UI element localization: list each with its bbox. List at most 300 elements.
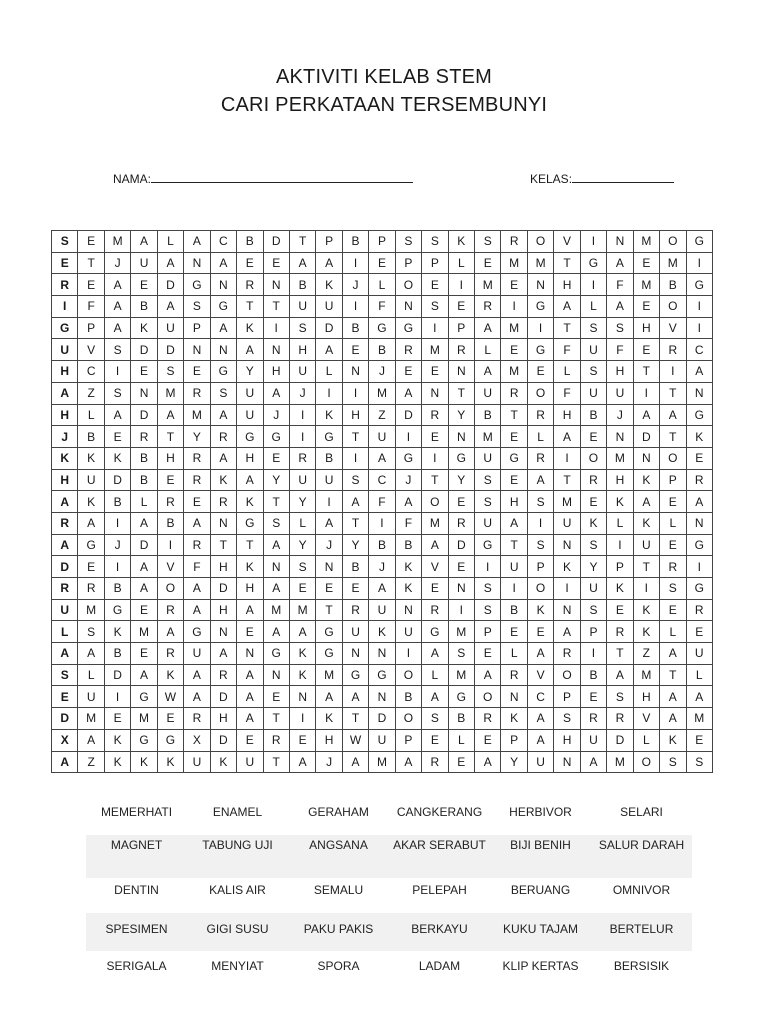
grid-cell[interactable]: I [633,382,659,404]
grid-cell[interactable]: R [210,426,236,448]
grid-cell[interactable]: W [157,686,183,708]
grid-cell[interactable]: U [131,252,157,274]
grid-cell[interactable]: A [263,578,289,600]
grid-cell[interactable]: U [237,751,263,773]
grid-cell[interactable]: A [52,382,78,404]
grid-cell[interactable]: E [633,252,659,274]
grid-cell[interactable]: R [580,469,606,491]
grid-cell[interactable]: B [342,231,368,253]
grid-cell[interactable]: E [580,686,606,708]
grid-cell[interactable]: E [501,426,527,448]
grid-cell[interactable]: N [554,599,580,621]
grid-cell[interactable]: U [607,382,633,404]
grid-cell[interactable]: M [660,252,686,274]
grid-cell[interactable]: E [448,296,474,318]
grid-cell[interactable]: B [316,447,342,469]
grid-cell[interactable]: A [104,296,130,318]
grid-cell[interactable]: M [131,621,157,643]
grid-cell[interactable]: M [501,252,527,274]
grid-cell[interactable]: L [78,664,104,686]
grid-cell[interactable]: O [422,491,448,513]
grid-cell[interactable]: S [580,599,606,621]
grid-cell[interactable]: K [210,469,236,491]
grid-cell[interactable]: A [131,231,157,253]
grid-cell[interactable]: U [475,447,501,469]
grid-cell[interactable]: P [395,252,421,274]
grid-cell[interactable]: B [475,404,501,426]
grid-cell[interactable]: E [52,252,78,274]
grid-cell[interactable]: I [501,578,527,600]
grid-cell[interactable]: E [501,621,527,643]
grid-cell[interactable]: U [184,643,210,665]
grid-cell[interactable]: I [395,426,421,448]
grid-cell[interactable]: I [686,556,713,578]
grid-cell[interactable]: A [104,317,130,339]
grid-cell[interactable]: G [686,578,713,600]
grid-cell[interactable]: A [78,643,104,665]
grid-cell[interactable]: K [633,469,659,491]
grid-cell[interactable]: A [607,664,633,686]
grid-cell[interactable]: G [184,274,210,296]
grid-cell[interactable]: E [263,447,289,469]
grid-cell[interactable]: A [580,751,606,773]
grid-cell[interactable]: V [554,231,580,253]
grid-cell[interactable]: G [210,361,236,383]
grid-cell[interactable]: A [237,686,263,708]
grid-cell[interactable]: T [237,296,263,318]
grid-cell[interactable]: U [369,729,395,751]
grid-cell[interactable]: P [422,252,448,274]
grid-cell[interactable]: M [422,339,448,361]
grid-cell[interactable]: G [448,686,474,708]
grid-cell[interactable]: E [527,621,553,643]
grid-cell[interactable]: E [686,729,713,751]
grid-cell[interactable]: I [554,447,580,469]
grid-cell[interactable]: R [660,556,686,578]
grid-cell[interactable]: F [78,296,104,318]
grid-cell[interactable]: M [554,491,580,513]
grid-cell[interactable]: R [475,708,501,730]
grid-cell[interactable]: A [475,664,501,686]
grid-cell[interactable]: A [184,231,210,253]
grid-cell[interactable]: C [210,231,236,253]
grid-cell[interactable]: E [633,296,659,318]
grid-cell[interactable]: S [210,382,236,404]
grid-cell[interactable]: N [633,447,659,469]
grid-cell[interactable]: T [501,534,527,556]
grid-cell[interactable]: D [210,578,236,600]
grid-cell[interactable]: U [52,599,78,621]
grid-cell[interactable]: A [263,534,289,556]
grid-cell[interactable]: K [289,664,315,686]
grid-cell[interactable]: T [448,382,474,404]
grid-cell[interactable]: G [369,317,395,339]
grid-cell[interactable]: A [422,534,448,556]
grid-cell[interactable]: K [633,621,659,643]
grid-cell[interactable]: B [369,534,395,556]
grid-cell[interactable]: R [78,578,104,600]
grid-cell[interactable]: E [263,252,289,274]
grid-cell[interactable]: S [422,231,448,253]
grid-cell[interactable]: N [263,556,289,578]
grid-cell[interactable]: P [78,317,104,339]
grid-cell[interactable]: U [157,317,183,339]
grid-cell[interactable]: R [342,599,368,621]
grid-cell[interactable]: A [395,751,421,773]
grid-cell[interactable]: R [184,534,210,556]
grid-cell[interactable]: F [184,556,210,578]
grid-cell[interactable]: E [131,274,157,296]
grid-cell[interactable]: N [131,382,157,404]
grid-cell[interactable]: E [78,231,104,253]
grid-cell[interactable]: G [316,643,342,665]
grid-cell[interactable]: E [422,274,448,296]
grid-cell[interactable]: R [52,274,78,296]
grid-cell[interactable]: N [686,382,713,404]
grid-cell[interactable]: R [607,621,633,643]
grid-cell[interactable]: T [263,708,289,730]
grid-cell[interactable]: H [289,339,315,361]
grid-cell[interactable]: K [448,231,474,253]
grid-cell[interactable]: I [369,512,395,534]
grid-cell[interactable]: M [131,708,157,730]
grid-cell[interactable]: V [633,708,659,730]
grid-cell[interactable]: U [184,751,210,773]
grid-cell[interactable]: I [263,317,289,339]
grid-cell[interactable]: R [422,751,448,773]
grid-cell[interactable]: R [660,339,686,361]
grid-cell[interactable]: A [237,339,263,361]
grid-cell[interactable]: K [157,664,183,686]
grid-cell[interactable]: O [660,231,686,253]
grid-cell[interactable]: N [554,534,580,556]
grid-cell[interactable]: N [395,599,421,621]
grid-cell[interactable]: B [237,231,263,253]
grid-cell[interactable]: T [263,296,289,318]
grid-cell[interactable]: M [422,512,448,534]
grid-cell[interactable]: G [237,512,263,534]
grid-cell[interactable]: N [184,252,210,274]
grid-cell[interactable]: N [527,274,553,296]
grid-cell[interactable]: A [184,686,210,708]
grid-cell[interactable]: S [52,664,78,686]
grid-cell[interactable]: T [633,361,659,383]
grid-cell[interactable]: E [660,491,686,513]
grid-cell[interactable]: B [131,469,157,491]
grid-cell[interactable]: B [501,599,527,621]
grid-cell[interactable]: H [554,729,580,751]
grid-cell[interactable]: D [131,339,157,361]
grid-cell[interactable]: V [78,339,104,361]
grid-cell[interactable]: N [263,339,289,361]
grid-cell[interactable]: M [369,382,395,404]
grid-cell[interactable]: G [527,296,553,318]
grid-cell[interactable]: I [501,296,527,318]
grid-cell[interactable]: V [422,556,448,578]
grid-cell[interactable]: S [475,469,501,491]
grid-cell[interactable]: Z [78,382,104,404]
grid-cell[interactable]: G [78,534,104,556]
grid-cell[interactable]: L [580,296,606,318]
grid-cell[interactable]: M [527,252,553,274]
grid-cell[interactable]: K [52,447,78,469]
grid-cell[interactable]: R [395,339,421,361]
grid-cell[interactable]: O [475,686,501,708]
grid-cell[interactable]: G [686,534,713,556]
grid-cell[interactable]: M [607,447,633,469]
grid-cell[interactable]: O [157,578,183,600]
grid-cell[interactable]: T [316,599,342,621]
grid-cell[interactable]: K [104,621,130,643]
grid-cell[interactable]: M [475,274,501,296]
grid-cell[interactable]: M [316,664,342,686]
grid-cell[interactable]: B [342,317,368,339]
grid-cell[interactable]: I [104,361,130,383]
grid-cell[interactable]: A [527,469,553,491]
grid-cell[interactable]: R [52,578,78,600]
grid-cell[interactable]: P [395,729,421,751]
grid-cell[interactable]: T [78,252,104,274]
grid-cell[interactable]: S [263,512,289,534]
grid-cell[interactable]: A [131,578,157,600]
grid-cell[interactable]: T [237,534,263,556]
grid-cell[interactable]: K [289,643,315,665]
grid-cell[interactable]: H [554,404,580,426]
grid-cell[interactable]: M [633,274,659,296]
grid-cell[interactable]: I [316,491,342,513]
grid-cell[interactable]: K [237,556,263,578]
grid-cell[interactable]: K [395,578,421,600]
grid-cell[interactable]: E [448,491,474,513]
grid-cell[interactable]: F [369,491,395,513]
grid-cell[interactable]: I [633,578,659,600]
grid-cell[interactable]: M [78,708,104,730]
grid-cell[interactable]: H [316,729,342,751]
grid-cell[interactable]: N [501,686,527,708]
grid-cell[interactable]: I [289,404,315,426]
grid-cell[interactable]: J [263,404,289,426]
grid-cell[interactable]: P [448,317,474,339]
grid-cell[interactable]: G [422,621,448,643]
grid-cell[interactable]: N [342,643,368,665]
grid-cell[interactable]: A [554,621,580,643]
grid-cell[interactable]: I [686,252,713,274]
grid-cell[interactable]: G [104,599,130,621]
grid-cell[interactable]: T [660,664,686,686]
grid-cell[interactable]: R [686,599,713,621]
grid-cell[interactable]: I [448,599,474,621]
grid-cell[interactable]: N [395,296,421,318]
grid-cell[interactable]: O [554,664,580,686]
grid-cell[interactable]: A [210,404,236,426]
grid-cell[interactable]: A [131,512,157,534]
grid-cell[interactable]: O [395,664,421,686]
grid-cell[interactable]: A [316,512,342,534]
grid-cell[interactable]: R [422,599,448,621]
grid-cell[interactable]: R [210,664,236,686]
grid-cell[interactable]: A [660,404,686,426]
grid-cell[interactable]: A [52,751,78,773]
grid-cell[interactable]: T [501,404,527,426]
grid-cell[interactable]: R [184,447,210,469]
grid-cell[interactable]: L [607,512,633,534]
grid-cell[interactable]: N [448,426,474,448]
grid-cell[interactable]: D [52,556,78,578]
grid-cell[interactable]: Y [580,556,606,578]
grid-cell[interactable]: S [157,361,183,383]
grid-cell[interactable]: K [157,751,183,773]
grid-cell[interactable]: N [263,664,289,686]
grid-cell[interactable]: A [527,643,553,665]
grid-cell[interactable]: H [210,556,236,578]
grid-cell[interactable]: E [52,686,78,708]
grid-cell[interactable]: M [633,664,659,686]
grid-cell[interactable]: J [369,556,395,578]
grid-cell[interactable]: I [448,274,474,296]
grid-cell[interactable]: U [237,382,263,404]
grid-cell[interactable]: E [448,556,474,578]
grid-cell[interactable]: K [131,317,157,339]
grid-cell[interactable]: G [448,447,474,469]
grid-cell[interactable]: R [448,339,474,361]
grid-cell[interactable]: O [395,708,421,730]
grid-cell[interactable]: K [78,447,104,469]
grid-cell[interactable]: S [475,491,501,513]
grid-cell[interactable]: A [131,664,157,686]
grid-cell[interactable]: I [580,231,606,253]
grid-cell[interactable]: I [607,534,633,556]
grid-cell[interactable]: A [210,643,236,665]
grid-cell[interactable]: L [527,426,553,448]
grid-cell[interactable]: L [369,274,395,296]
grid-cell[interactable]: A [237,469,263,491]
grid-cell[interactable]: I [289,708,315,730]
grid-cell[interactable]: A [501,512,527,534]
grid-cell[interactable]: T [289,231,315,253]
grid-cell[interactable]: U [369,599,395,621]
grid-cell[interactable]: G [157,729,183,751]
grid-cell[interactable]: E [422,578,448,600]
grid-cell[interactable]: S [554,708,580,730]
grid-cell[interactable]: H [263,361,289,383]
grid-cell[interactable]: A [157,404,183,426]
grid-cell[interactable]: K [686,426,713,448]
grid-cell[interactable]: H [210,599,236,621]
grid-cell[interactable]: S [607,317,633,339]
grid-cell[interactable]: U [316,296,342,318]
grid-cell[interactable]: Y [263,469,289,491]
grid-cell[interactable]: F [395,512,421,534]
grid-cell[interactable]: U [52,339,78,361]
grid-cell[interactable]: S [104,339,130,361]
grid-cell[interactable]: E [660,534,686,556]
grid-cell[interactable]: L [289,512,315,534]
grid-cell[interactable]: E [686,621,713,643]
grid-cell[interactable]: L [131,491,157,513]
grid-cell[interactable]: L [686,664,713,686]
grid-cell[interactable]: K [316,404,342,426]
kelas-blank-line[interactable] [572,170,674,183]
grid-cell[interactable]: A [369,578,395,600]
grid-cell[interactable]: O [580,447,606,469]
grid-cell[interactable]: S [289,556,315,578]
grid-cell[interactable]: A [184,512,210,534]
grid-cell[interactable]: S [422,296,448,318]
grid-cell[interactable]: N [316,556,342,578]
grid-cell[interactable]: D [104,469,130,491]
grid-cell[interactable]: A [475,361,501,383]
grid-cell[interactable]: E [157,469,183,491]
grid-cell[interactable]: I [422,317,448,339]
grid-cell[interactable]: R [448,512,474,534]
grid-cell[interactable]: L [448,252,474,274]
grid-cell[interactable]: N [289,686,315,708]
grid-cell[interactable]: Y [184,426,210,448]
grid-cell[interactable]: T [607,643,633,665]
grid-cell[interactable]: P [554,686,580,708]
grid-cell[interactable]: C [527,686,553,708]
grid-cell[interactable]: U [501,556,527,578]
grid-cell[interactable]: U [395,621,421,643]
grid-cell[interactable]: I [686,296,713,318]
grid-cell[interactable]: L [316,361,342,383]
grid-cell[interactable]: G [263,426,289,448]
grid-cell[interactable]: E [501,274,527,296]
grid-cell[interactable]: V [157,556,183,578]
grid-cell[interactable]: K [607,491,633,513]
grid-cell[interactable]: H [607,361,633,383]
grid-cell[interactable]: R [184,382,210,404]
grid-cell[interactable]: I [475,556,501,578]
grid-cell[interactable]: I [52,296,78,318]
grid-cell[interactable]: S [686,751,713,773]
grid-cell[interactable]: R [501,382,527,404]
grid-cell[interactable]: I [104,686,130,708]
grid-cell[interactable]: E [104,708,130,730]
grid-cell[interactable]: G [316,426,342,448]
grid-cell[interactable]: T [660,382,686,404]
grid-cell[interactable]: P [369,231,395,253]
grid-cell[interactable]: A [342,751,368,773]
grid-cell[interactable]: A [289,252,315,274]
grid-cell[interactable]: K [104,751,130,773]
grid-cell[interactable]: E [501,339,527,361]
grid-cell[interactable]: A [104,274,130,296]
grid-cell[interactable]: A [660,643,686,665]
grid-cell[interactable]: S [52,231,78,253]
grid-cell[interactable]: N [448,578,474,600]
grid-cell[interactable]: G [686,231,713,253]
grid-cell[interactable]: I [342,382,368,404]
grid-cell[interactable]: G [686,404,713,426]
grid-cell[interactable]: G [395,447,421,469]
grid-cell[interactable]: N [210,339,236,361]
grid-cell[interactable]: E [289,578,315,600]
grid-cell[interactable]: B [369,339,395,361]
grid-cell[interactable]: G [395,317,421,339]
grid-cell[interactable]: K [210,751,236,773]
grid-cell[interactable]: U [554,512,580,534]
grid-cell[interactable]: A [633,404,659,426]
grid-cell[interactable]: A [475,317,501,339]
grid-cell[interactable]: S [580,317,606,339]
grid-cell[interactable]: G [52,317,78,339]
grid-cell[interactable]: B [131,296,157,318]
grid-cell[interactable]: P [184,317,210,339]
grid-cell[interactable]: H [237,578,263,600]
grid-cell[interactable]: D [263,231,289,253]
grid-cell[interactable]: M [184,404,210,426]
